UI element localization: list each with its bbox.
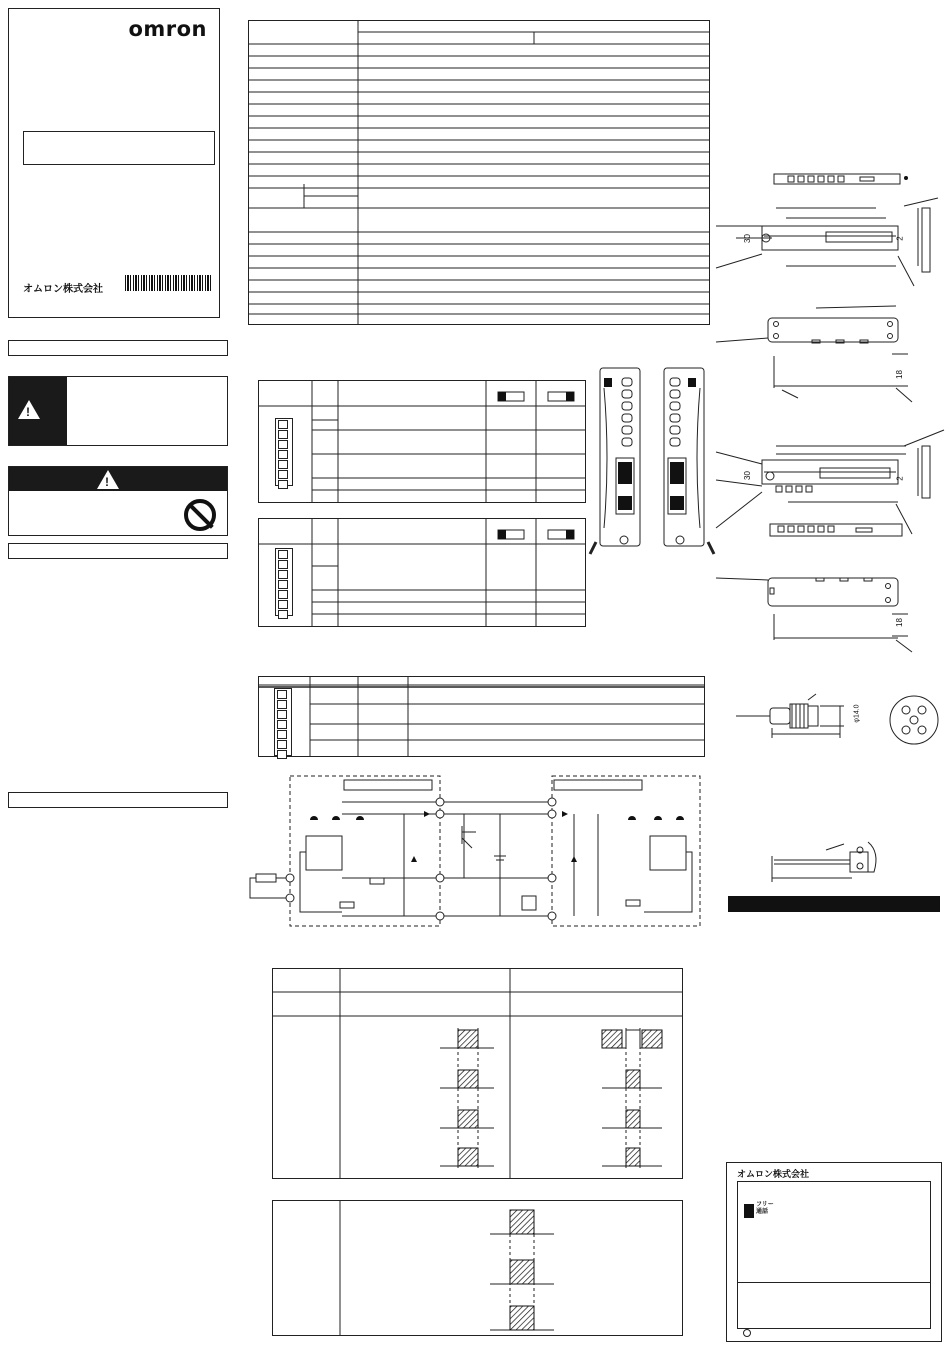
warning-block — [8, 376, 228, 446]
caution-block — [8, 466, 228, 536]
product-title-box — [23, 131, 215, 165]
warning-triangle-icon — [18, 400, 40, 419]
section-black-bar — [728, 896, 940, 912]
recycle-mark-icon — [743, 1329, 751, 1337]
dip-switch-table-2 — [258, 518, 586, 628]
timing-chart-1 — [272, 968, 684, 1180]
free-dial-label: フリー 通話 — [756, 1202, 774, 1215]
dim-label-30a: 30 — [742, 234, 752, 243]
company-name: オムロン株式会社 — [23, 284, 103, 295]
dim-label-2a: 2 — [895, 236, 905, 241]
sensor-front-views — [594, 368, 714, 558]
dim-label-2b: 2 — [895, 476, 905, 481]
connector-drawing — [736, 694, 946, 758]
prohibited-icon — [184, 499, 216, 531]
caution-header-bar — [9, 467, 227, 491]
barcode — [125, 275, 211, 291]
dim-label-18b: 18 — [894, 618, 904, 627]
contact-inner-box — [737, 1181, 931, 1329]
phone-icon — [744, 1204, 754, 1218]
section-header-3 — [8, 792, 228, 808]
section-header-1 — [8, 340, 228, 356]
dip-switch-icon-3 — [274, 688, 292, 756]
omron-logo: omron — [128, 17, 207, 41]
cover-page — [8, 8, 220, 318]
circuit-diagram — [244, 772, 704, 930]
contact-footer — [726, 1162, 942, 1342]
dip-switch-icon-2 — [275, 548, 293, 616]
warning-label-panel — [9, 377, 67, 445]
dim-label-30b: 30 — [742, 471, 752, 480]
dip-switch-table-1 — [258, 380, 586, 504]
contact-divider — [738, 1282, 930, 1283]
dim-label-18a: 18 — [894, 370, 904, 379]
footer-company: オムロン株式会社 — [737, 1170, 810, 1180]
cable-drawing — [764, 838, 894, 888]
dip-setting-table-3 — [258, 676, 706, 758]
timing-chart-2 — [272, 1200, 684, 1338]
dim-label-diameter: φ14.0 — [853, 704, 861, 723]
dip-switch-icon-1 — [275, 418, 293, 486]
caution-triangle-icon — [97, 470, 119, 489]
spec-table — [248, 20, 710, 326]
section-header-2 — [8, 543, 228, 559]
